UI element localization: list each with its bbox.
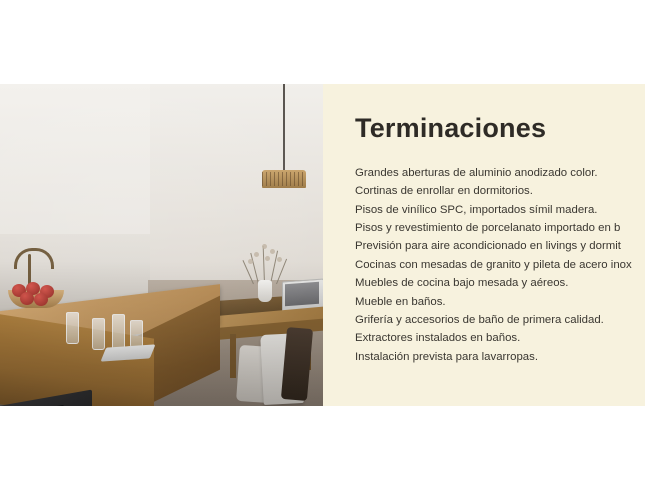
list-item: Cocinas con mesadas de granito y pileta de acero inox <box>355 258 632 271</box>
interior-photo <box>0 84 323 406</box>
list-item: Pisos y revestimiento de porcelanato importado en b <box>355 221 621 234</box>
dried-flowers <box>244 244 288 284</box>
drinking-glass <box>112 314 125 350</box>
list-item: Grandes aberturas de aluminio anodizado color. <box>355 166 598 179</box>
list-item: Grifería y accesorios de baño de primera calidad. <box>355 313 604 326</box>
terminaciones-list <box>355 164 633 366</box>
list-item: Previsión para aire acondicionado en livings y dormit <box>355 240 621 253</box>
drinking-glass <box>92 318 105 350</box>
list-item: Mueble en baños. <box>355 295 446 308</box>
apple <box>20 292 34 305</box>
photo-left-wall <box>0 84 152 234</box>
terminaciones-panel <box>323 84 645 406</box>
apple <box>34 293 48 306</box>
list-item: Pisos de vinílico SPC, importados símil madera. <box>355 203 598 216</box>
list-item: Extractores instalados en baños. <box>355 332 521 345</box>
list-item: Instalación prevista para lavarropas. <box>355 350 538 363</box>
list-item: Cortinas de enrollar en dormitorios. <box>355 185 533 198</box>
dining-table-leg <box>230 334 236 378</box>
drinking-glass <box>66 312 79 344</box>
panel-title: Terminaciones <box>355 113 547 143</box>
vase <box>258 280 272 302</box>
content-band <box>0 84 645 406</box>
pendant-lamp-cord <box>283 84 285 172</box>
drinking-glass <box>130 320 143 348</box>
list-item: Muebles de cocina bajo mesada y aéreos. <box>355 277 569 290</box>
pendant-lamp-slats <box>262 172 306 186</box>
monitor-screen <box>285 282 319 306</box>
